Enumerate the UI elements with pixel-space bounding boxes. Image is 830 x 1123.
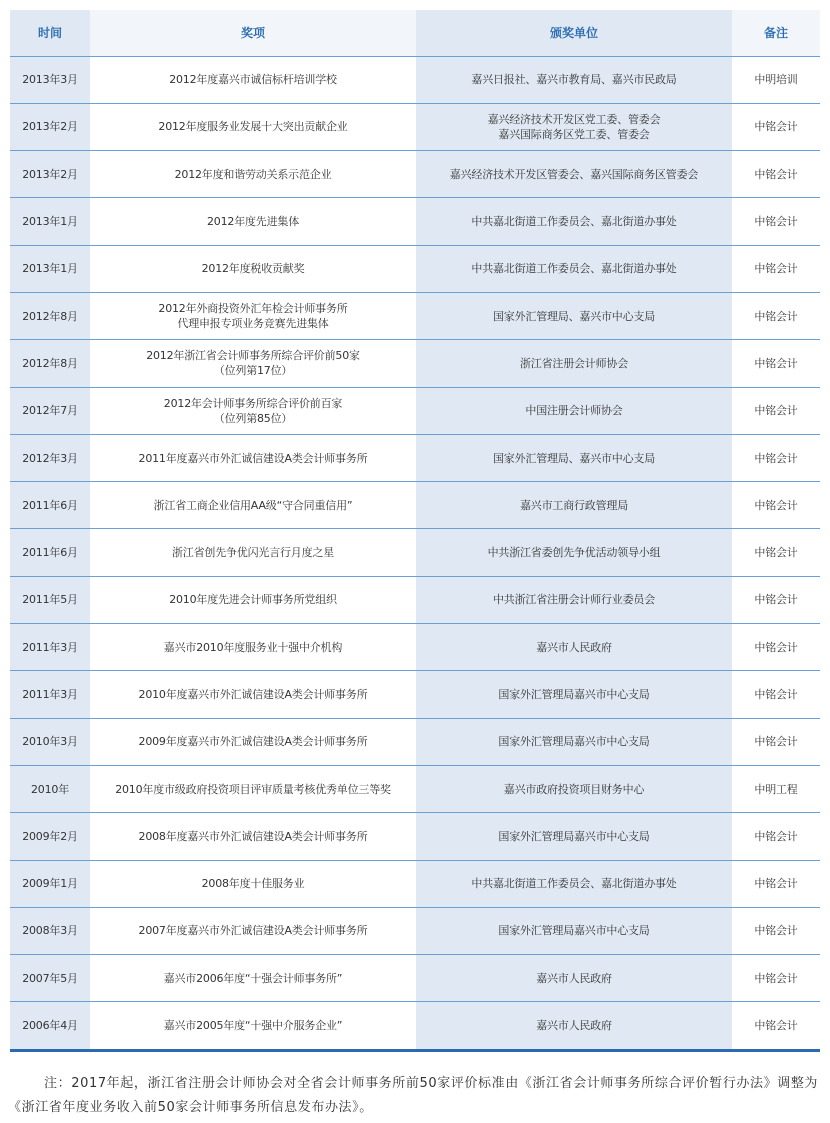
cell-note: 中铭会计 <box>732 340 820 387</box>
cell-note: 中铭会计 <box>732 718 820 765</box>
cell-note: 中铭会计 <box>732 292 820 339</box>
cell-time: 2012年3月 <box>10 434 90 481</box>
cell-org: 中共嘉北街道工作委员会、嘉北街道办事处 <box>416 860 732 907</box>
cell-note: 中铭会计 <box>732 860 820 907</box>
cell-org: 浙江省注册会计师协会 <box>416 340 732 387</box>
table-row <box>10 529 820 576</box>
cell-note: 中铭会计 <box>732 434 820 481</box>
cell-award: 2012年度税收贡献奖 <box>90 245 416 292</box>
cell-award: 2012年度和谐劳动关系示范企业 <box>90 151 416 198</box>
cell-time: 2010年 <box>10 765 90 812</box>
cell-org: 中共浙江省注册会计师行业委员会 <box>416 576 732 623</box>
cell-org: 嘉兴市人民政府 <box>416 955 732 1002</box>
cell-org: 嘉兴日报社、嘉兴市教育局、嘉兴市民政局 <box>416 56 732 103</box>
cell-note: 中铭会计 <box>732 671 820 718</box>
cell-org: 嘉兴市政府投资项目财务中心 <box>416 765 732 812</box>
cell-award: 2010年度先进会计师事务所党组织 <box>90 576 416 623</box>
cell-org: 嘉兴经济技术开发区党工委、管委会 嘉兴国际商务区党工委、管委会 <box>416 103 732 150</box>
cell-time: 2006年4月 <box>10 1002 90 1049</box>
cell-award: 嘉兴市2010年度服务业十强中介机构 <box>90 624 416 671</box>
cell-award: 2008年度嘉兴市外汇诚信建设A类会计师事务所 <box>90 813 416 860</box>
cell-time: 2008年3月 <box>10 907 90 954</box>
cell-time: 2009年2月 <box>10 813 90 860</box>
cell-award: 2007年度嘉兴市外汇诚信建设A类会计师事务所 <box>90 907 416 954</box>
cell-note: 中明工程 <box>732 765 820 812</box>
cell-time: 2012年7月 <box>10 387 90 434</box>
cell-award: 2012年会计师事务所综合评价前百家 （位列第85位） <box>90 387 416 434</box>
cell-time: 2011年6月 <box>10 529 90 576</box>
table-bottom-rule <box>10 1049 820 1052</box>
cell-award: 2010年度市级政府投资项目评审质量考核优秀单位三等奖 <box>90 765 416 812</box>
cell-time: 2007年5月 <box>10 955 90 1002</box>
cell-award: 2012年浙江省会计师事务所综合评价前50家 （位列第17位） <box>90 340 416 387</box>
cell-org: 嘉兴市人民政府 <box>416 1002 732 1049</box>
cell-award: 2012年度先进集体 <box>90 198 416 245</box>
table-row <box>10 434 820 481</box>
table-body <box>10 56 820 1049</box>
header-time: 时间 <box>10 10 90 56</box>
cell-award: 浙江省工商企业信用AA级“守合同重信用” <box>90 482 416 529</box>
table-row <box>10 955 820 1002</box>
cell-org: 中共嘉北街道工作委员会、嘉北街道办事处 <box>416 198 732 245</box>
cell-award: 2012年外商投资外汇年检会计师事务所 代理申报专项业务竞赛先进集体 <box>90 292 416 339</box>
cell-org: 中共浙江省委创先争优活动领导小组 <box>416 529 732 576</box>
cell-award: 嘉兴市2005年度“十强中介服务企业” <box>90 1002 416 1049</box>
cell-time: 2012年8月 <box>10 292 90 339</box>
cell-org: 嘉兴经济技术开发区管委会、嘉兴国际商务区管委会 <box>416 151 732 198</box>
cell-time: 2011年5月 <box>10 576 90 623</box>
cell-note: 中铭会计 <box>732 103 820 150</box>
table-row <box>10 198 820 245</box>
cell-award: 浙江省创先争优闪光言行月度之星 <box>90 529 416 576</box>
cell-note: 中明培训 <box>732 56 820 103</box>
cell-award: 2011年度嘉兴市外汇诚信建设A类会计师事务所 <box>90 434 416 481</box>
cell-org: 国家外汇管理局嘉兴市中心支局 <box>416 907 732 954</box>
table-row <box>10 576 820 623</box>
header-award: 奖项 <box>90 10 416 56</box>
table-row <box>10 1002 820 1049</box>
table-row <box>10 151 820 198</box>
table-row <box>10 387 820 434</box>
cell-note: 中铭会计 <box>732 529 820 576</box>
footnote: 注：2017年起，浙江省注册会计师协会对全省会计师事务所前50家评价标准由《浙江省会计师事务所综合评价暂行办法》调整为《浙江省年度业务收入前50家会计师事务所信息发布办法》。 <box>8 1076 819 1115</box>
cell-note: 中铭会计 <box>732 151 820 198</box>
cell-org: 国家外汇管理局、嘉兴市中心支局 <box>416 292 732 339</box>
table-row <box>10 624 820 671</box>
cell-note: 中铭会计 <box>732 813 820 860</box>
cell-award: 2012年度服务业发展十大突出贡献企业 <box>90 103 416 150</box>
cell-award: 2008年度十佳服务业 <box>90 860 416 907</box>
table-row <box>10 292 820 339</box>
cell-org: 国家外汇管理局、嘉兴市中心支局 <box>416 434 732 481</box>
cell-note: 中铭会计 <box>732 907 820 954</box>
table-row <box>10 482 820 529</box>
table-row <box>10 340 820 387</box>
cell-org: 中共嘉北街道工作委员会、嘉北街道办事处 <box>416 245 732 292</box>
cell-time: 2011年6月 <box>10 482 90 529</box>
cell-org: 中国注册会计师协会 <box>416 387 732 434</box>
awards-table <box>10 10 820 1049</box>
cell-time: 2013年2月 <box>10 103 90 150</box>
table-row <box>10 718 820 765</box>
cell-note: 中铭会计 <box>732 955 820 1002</box>
cell-note: 中铭会计 <box>732 576 820 623</box>
cell-note: 中铭会计 <box>732 624 820 671</box>
cell-award: 2009年度嘉兴市外汇诚信建设A类会计师事务所 <box>90 718 416 765</box>
cell-note: 中铭会计 <box>732 387 820 434</box>
cell-org: 国家外汇管理局嘉兴市中心支局 <box>416 718 732 765</box>
cell-time: 2013年1月 <box>10 198 90 245</box>
header-note: 备注 <box>732 10 820 56</box>
table-row <box>10 860 820 907</box>
cell-org: 嘉兴市人民政府 <box>416 624 732 671</box>
cell-time: 2012年8月 <box>10 340 90 387</box>
cell-time: 2013年1月 <box>10 245 90 292</box>
header-org: 颁奖单位 <box>416 10 732 56</box>
cell-org: 国家外汇管理局嘉兴市中心支局 <box>416 813 732 860</box>
table-row <box>10 245 820 292</box>
awards-table-container <box>10 10 820 1052</box>
cell-org: 嘉兴市工商行政管理局 <box>416 482 732 529</box>
cell-note: 中铭会计 <box>732 198 820 245</box>
cell-award: 2012年度嘉兴市诚信标杆培训学校 <box>90 56 416 103</box>
cell-time: 2011年3月 <box>10 624 90 671</box>
cell-org: 国家外汇管理局嘉兴市中心支局 <box>416 671 732 718</box>
table-row <box>10 813 820 860</box>
table-row <box>10 103 820 150</box>
cell-time: 2013年3月 <box>10 56 90 103</box>
cell-time: 2013年2月 <box>10 151 90 198</box>
cell-time: 2011年3月 <box>10 671 90 718</box>
cell-note: 中铭会计 <box>732 245 820 292</box>
cell-time: 2009年1月 <box>10 860 90 907</box>
table-header-row <box>10 10 820 56</box>
cell-award: 2010年度嘉兴市外汇诚信建设A类会计师事务所 <box>90 671 416 718</box>
table-row <box>10 671 820 718</box>
table-row <box>10 765 820 812</box>
cell-note: 中铭会计 <box>732 1002 820 1049</box>
cell-time: 2010年3月 <box>10 718 90 765</box>
cell-note: 中铭会计 <box>732 482 820 529</box>
table-row <box>10 907 820 954</box>
cell-award: 嘉兴市2006年度“十强会计师事务所” <box>90 955 416 1002</box>
table-row <box>10 56 820 103</box>
